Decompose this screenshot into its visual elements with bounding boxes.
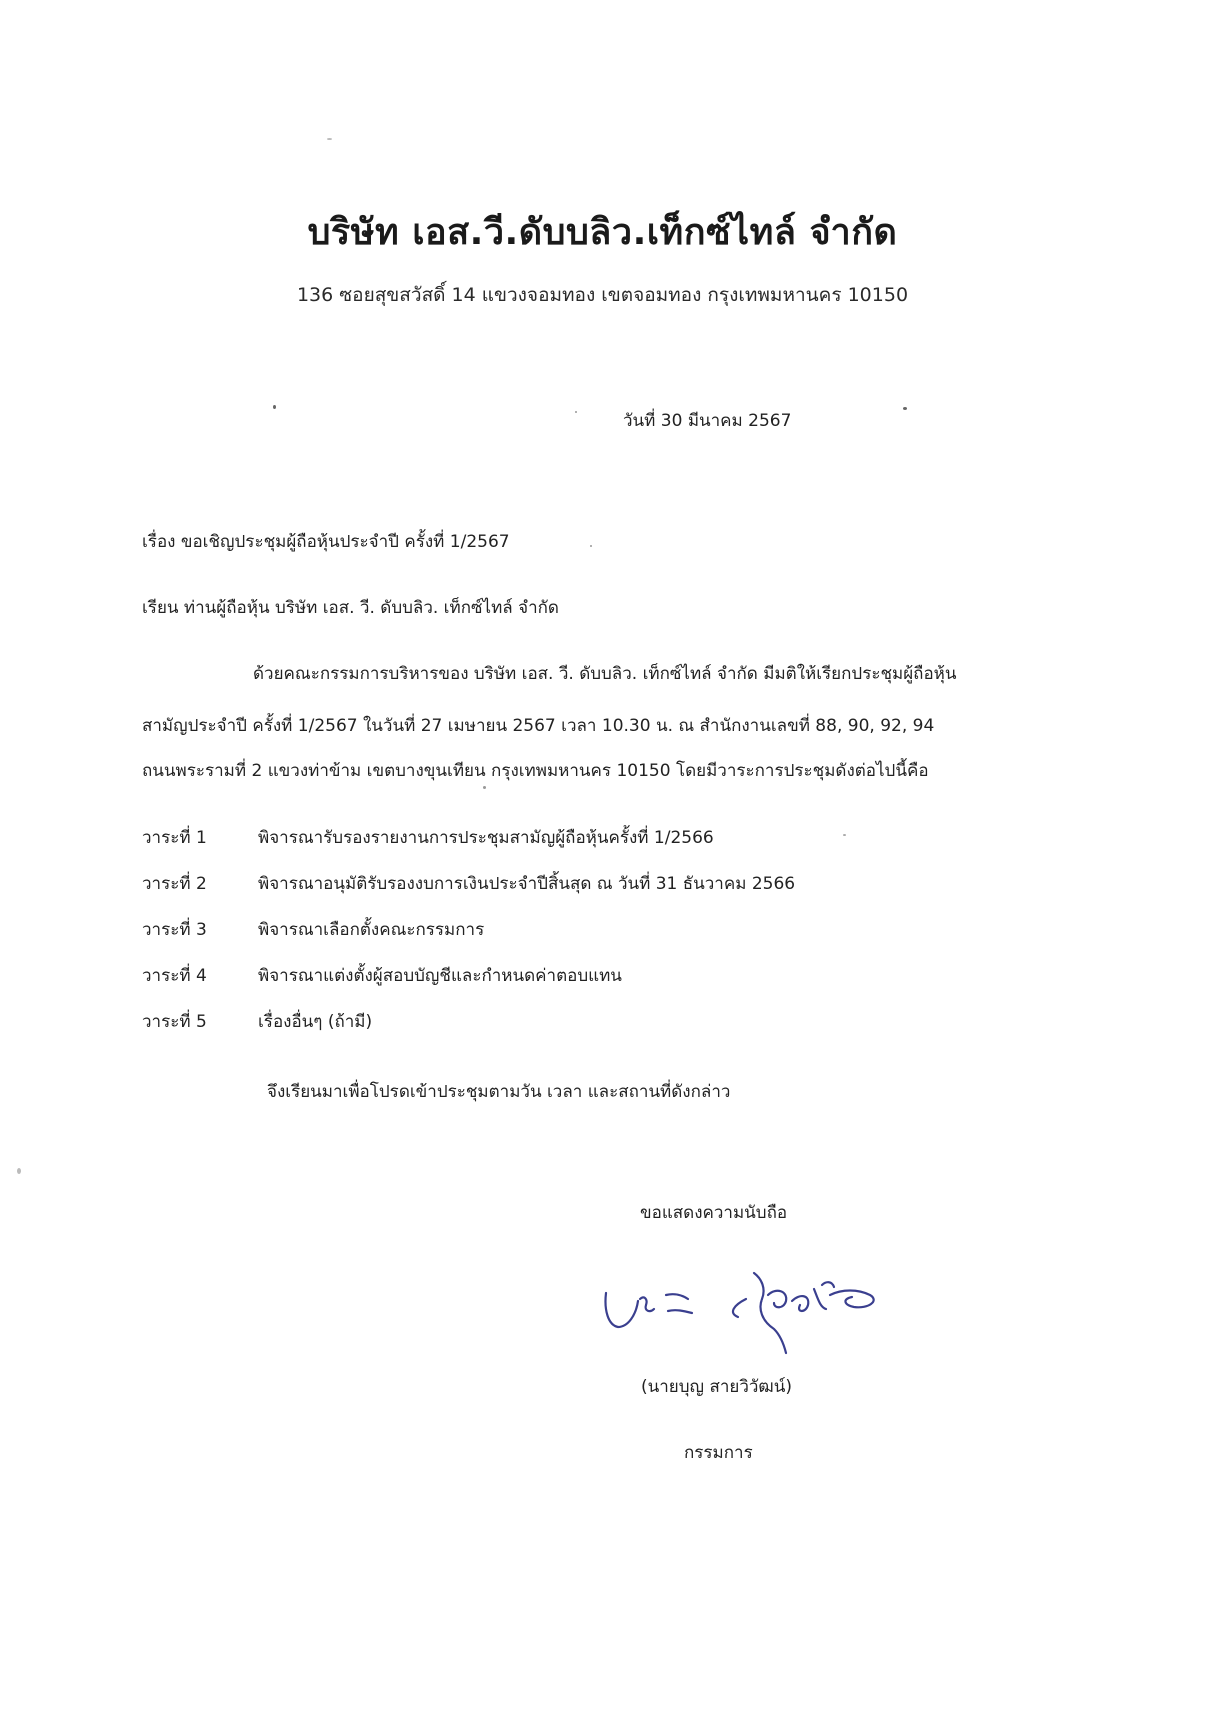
scan-speck [483, 786, 486, 789]
agenda-text: พิจารณาแต่งตั้งผู้สอบบัญชีและกำหนดค่าตอบแทน [258, 966, 622, 986]
body-line-3: ถนนพระรามที่ 2 แขวงท่าข้าม เขตบางขุนเทียน กรุงเทพมหานคร 10150 โดยมีวาระการประชุมดังต่อไปนี้คือ [142, 761, 929, 781]
scan-speck [17, 1168, 21, 1174]
scan-speck [843, 834, 846, 836]
agenda-text: พิจารณาอนุมัติรับรองงบการเงินประจำปีสิ้นสุด ณ วันที่ 31 ธันวาคม 2566 [258, 874, 796, 894]
agenda-number: วาระที่ 5 [142, 1012, 207, 1032]
letter-salutation: เรียน ท่านผู้ถือหุ้น บริษัท เอส. วี. ดับบลิว. เท็กซ์ไทล์ จำกัด [142, 598, 559, 618]
signer-title: กรรมการ [684, 1443, 753, 1463]
agenda-number: วาระที่ 2 [142, 874, 207, 894]
agenda-number: วาระที่ 3 [142, 920, 207, 940]
letter-subject: เรื่อง ขอเชิญประชุมผู้ถือหุ้นประจำปี ครั้งที่ 1/2567 [142, 532, 510, 552]
agenda-text: เรื่องอื่นๆ (ถ้ามี) [258, 1012, 373, 1032]
company-name: บริษัท เอส.วี.ดับบลิว.เท็กซ์ไทล์ จำกัด [307, 212, 898, 253]
signer-name: (นายบุญ สายวิวัฒน์) [641, 1377, 793, 1397]
scan-speck [575, 411, 577, 413]
agenda-number: วาระที่ 1 [142, 828, 207, 848]
handwritten-signature [596, 1265, 896, 1355]
scan-speck [327, 138, 332, 140]
body-line-1: ด้วยคณะกรรมการบริหารของ บริษัท เอส. วี. ดับบลิว. เท็กซ์ไทล์ จำกัด มีมติให้เรียกประชุมผู้ถือหุ้น [253, 664, 957, 684]
scan-speck [273, 405, 276, 409]
company-address: 136 ซอยสุขสวัสดิ์ 14 แขวงจอมทอง เขตจอมทอง กรุงเทพมหานคร 10150 [296, 284, 909, 306]
scan-speck [903, 407, 907, 410]
closing-sentence: จึงเรียนมาเพื่อโปรดเข้าประชุมตามวัน เวลา และสถานที่ดังกล่าว [267, 1082, 731, 1102]
letter-date: วันที่ 30 มีนาคม 2567 [623, 411, 792, 431]
agenda-number: วาระที่ 4 [142, 966, 207, 986]
body-line-2: สามัญประจำปี ครั้งที่ 1/2567 ในวันที่ 27 เมษายน 2567 เวลา 10.30 น. ณ สำนักงานเลขที่ 88, 90, 92, 94 [142, 716, 935, 736]
agenda-text: พิจารณาเลือกตั้งคณะกรรมการ [258, 920, 485, 940]
complimentary-close: ขอแสดงความนับถือ [640, 1203, 788, 1223]
agenda-text: พิจารณารับรองรายงานการประชุมสามัญผู้ถือหุ้นครั้งที่ 1/2566 [258, 828, 714, 848]
scan-speck [590, 545, 592, 547]
